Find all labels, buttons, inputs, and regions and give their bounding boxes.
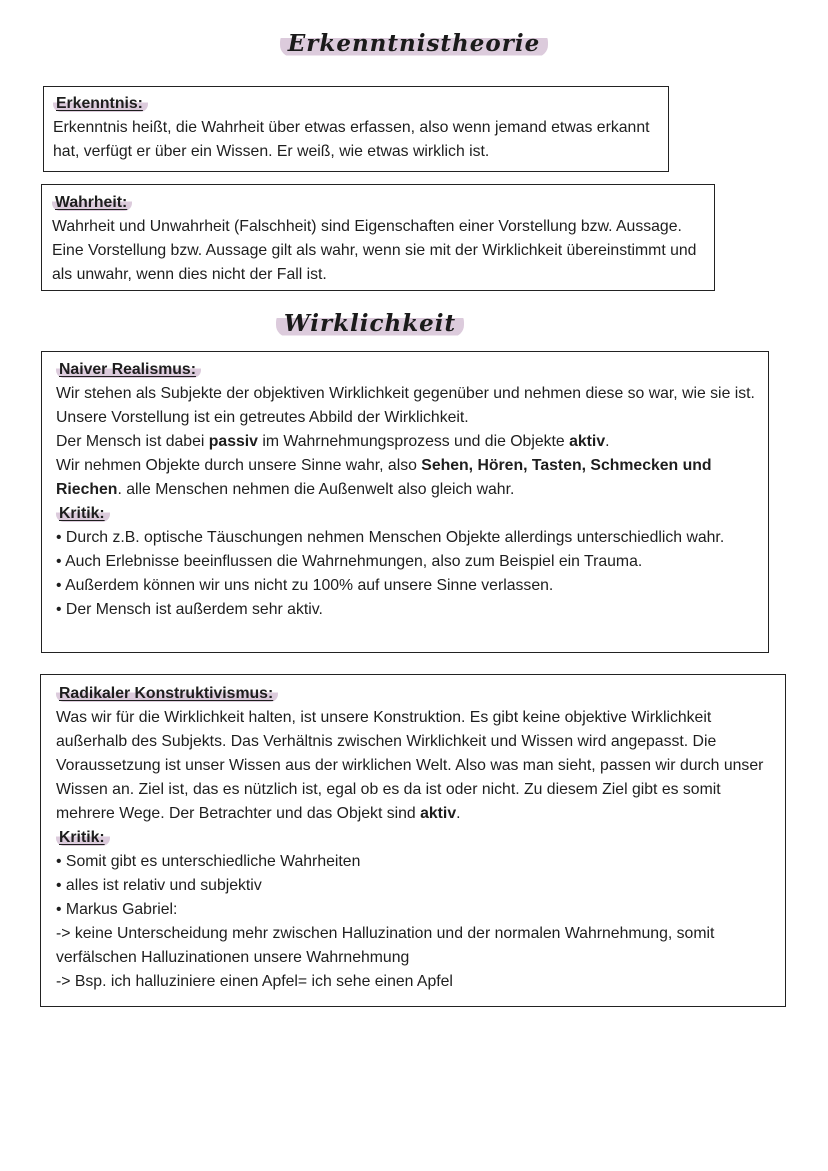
wahrheit-box [41, 184, 715, 291]
page-title-text: Erkenntnistheorie [280, 30, 549, 57]
list-item: • alles ist relativ und subjektiv [56, 877, 262, 894]
radikal-kritik-heading: Kritik: [56, 829, 110, 846]
erkenntnis-text: Erkenntnis heißt, die Wahrheit über etwas erfassen, also wenn jemand etwas erkannt hat, verfügt er über ein Wissen. Er weiß, wie etwas wirklich ist. [53, 119, 650, 160]
list-item: • Außerdem können wir uns nicht zu 100% auf unsere Sinne verlassen. [56, 577, 554, 594]
list-item: • Auch Erlebnisse beeinflussen die Wahrnehmungen, also zum Beispiel ein Trauma. [56, 553, 643, 570]
page-title [0, 30, 828, 57]
wahrheit-text: Wahrheit und Unwahrheit (Falschheit) sind Eigenschaften einer Vorstellung bzw. Aussage. Eine Vorstellung bzw. Aussage gilt als wahr, wenn sie mit der Wirklichkeit übereinstimmt und als unwahr, wenn dies nicht der Fall ist. [52, 218, 697, 283]
list-item: • Der Mensch ist außerdem sehr aktiv. [56, 601, 323, 618]
naiver-paragraph-1: Wir stehen als Subjekte der objektiven Wirklichkeit gegenüber und nehmen diese so war, wie sie ist. Unsere Vorstellung ist ein getreutes Abbild der Wirklichkeit. [56, 385, 755, 426]
naiver-realismus-box [41, 351, 769, 653]
list-item: • Markus Gabriel: [56, 901, 178, 918]
section-title-wirklichkeit-text: Wirklichkeit [276, 310, 464, 337]
naiver-kritik-heading: Kritik: [56, 505, 110, 522]
naiver-paragraph-3: Wir nehmen Objekte durch unsere Sinne wahr, also Sehen, Hören, Tasten, Schmecken und Riechen. alle Menschen nehmen die Außenwelt also gleich wahr. [56, 457, 712, 498]
section-title-wirklichkeit [0, 310, 784, 337]
naiver-paragraph-2: Der Mensch ist dabei passiv im Wahrnehmungsprozess und die Objekte aktiv. [56, 433, 610, 450]
radikal-arrow-1: -> keine Unterscheidung mehr zwischen Halluzination und der normalen Wahrnehmung, somit verfälschen Halluzinationen unsere Wahrnehmung [56, 925, 715, 966]
radikal-paragraph-1: Was wir für die Wirklichkeit halten, ist unsere Konstruktion. Es gibt keine objektive Wirklichkeit außerhalb des Subjekts. Das Verhältnis zwischen Wirklichkeit und Wissen wird angepasst. Die Voraussetzung ist unser Wissen aus der wirklichen Welt. Also was man sieht, passen wir durch unser Wissen an. Ziel ist, das es nützlich ist, egal ob es da ist oder nicht. Zu diesem Ziel gibt es somit mehrere Wege. Der Betrachter und das Objekt sind aktiv. [56, 709, 764, 822]
radikal-arrow-2: -> Bsp. ich halluziniere einen Apfel= ich sehe einen Apfel [56, 973, 453, 990]
list-item: • Durch z.B. optische Täuschungen nehmen Menschen Objekte allerdings unterschiedlich wahr. [56, 529, 725, 546]
wahrheit-heading: Wahrheit: [52, 194, 132, 211]
erkenntnis-heading: Erkenntnis: [53, 95, 148, 112]
list-item: • Somit gibt es unterschiedliche Wahrheiten [56, 853, 361, 870]
radikaler-konstruktivismus-box [40, 674, 786, 1007]
erkenntnis-box [43, 86, 669, 172]
naiver-heading: Naiver Realismus: [56, 361, 201, 378]
radikal-heading: Radikaler Konstruktivismus: [56, 685, 278, 702]
